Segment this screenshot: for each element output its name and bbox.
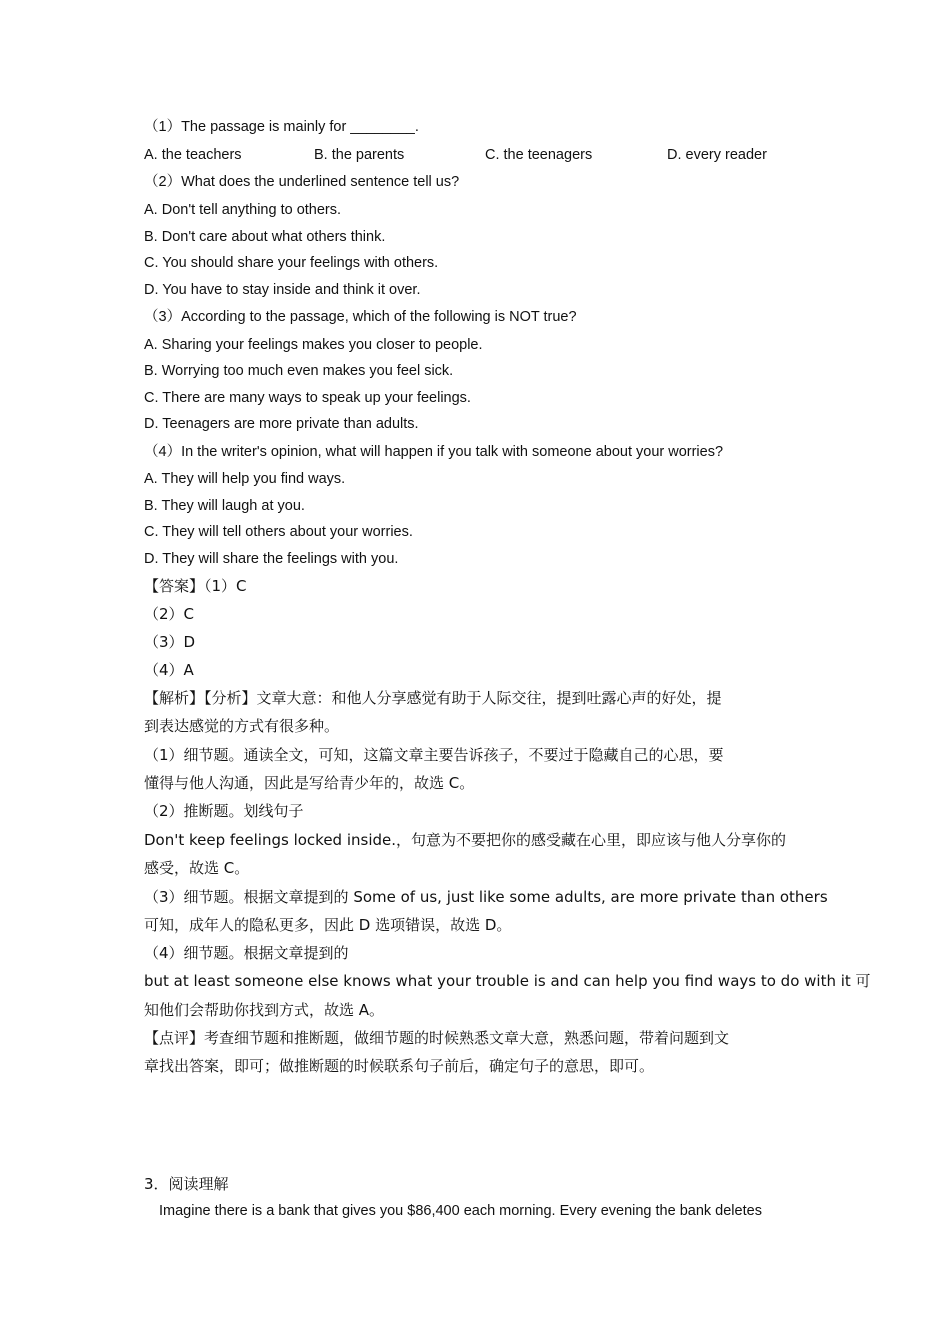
- question-3-option-a: A. Sharing your feelings makes you closer to people.: [144, 337, 483, 353]
- analysis-line: 感受，故选 C。: [144, 859, 250, 877]
- question-2-stem: （2）What does the underlined sentence tell us?: [144, 174, 460, 190]
- question-4-stem: （4）In the writer's opinion, what will happen if you talk with someone about your worries?: [144, 444, 724, 460]
- question-3-option-c: C. There are many ways to speak up your feelings.: [144, 390, 471, 406]
- analysis-line: （2）推断题。划线句子: [144, 802, 304, 820]
- analysis-line: 可知，成年人的隐私更多，因此 D 选项错误，故选 D。: [144, 916, 512, 934]
- answer-4: （4）A: [144, 661, 194, 679]
- answer-heading: 【答案】（1）C: [144, 577, 247, 595]
- section-3-first-line: Imagine there is a bank that gives you $86,400 each morning. Every evening the bank deletes: [159, 1203, 762, 1219]
- question-1-option-b: B. the parents: [314, 147, 405, 163]
- question-1-stem: （1）The passage is mainly for ________.: [144, 119, 419, 135]
- comment-line: 【点评】考查细节题和推断题，做细节题的时候熟悉文章大意，熟悉问题，带着问题到文: [144, 1029, 730, 1047]
- question-3-option-b: B. Worrying too much even makes you feel sick.: [144, 363, 454, 379]
- analysis-line: 到表达感觉的方式有很多种。: [144, 717, 340, 735]
- comment-line: 章找出答案，即可；做推断题的时候联系句子前后，确定句子的意思，即可。: [144, 1057, 655, 1075]
- question-4-option-a: A. They will help you find ways.: [144, 471, 346, 487]
- question-1-option-c: C. the teenagers: [485, 147, 593, 163]
- question-3-stem: （3）According to the passage, which of the following is NOT true?: [144, 309, 577, 325]
- section-3-title: 3．阅读理解: [144, 1175, 229, 1193]
- analysis-line: （4）细节题。根据文章提到的: [144, 944, 349, 962]
- analysis-line: 【解析】【分析】文章大意：和他人分享感觉有助于人际交往，提到吐露心声的好处，提: [144, 689, 722, 707]
- answer-3: （3）D: [144, 633, 196, 651]
- analysis-line: 知他们会帮助你找到方式，故选 A。: [144, 1001, 385, 1019]
- question-3-option-d: D. Teenagers are more private than adults.: [144, 416, 419, 432]
- question-4-option-d: D. They will share the feelings with you.: [144, 551, 399, 567]
- question-1-option-d: D. every reader: [667, 147, 767, 163]
- question-2-option-d: D. You have to stay inside and think it over.: [144, 282, 421, 298]
- analysis-line: （1）细节题。通读全文，可知，这篇文章主要告诉孩子，不要过于隐藏自己的心思，要: [144, 746, 724, 764]
- analysis-line: 懂得与他人沟通，因此是写给青少年的，故选 C。: [144, 774, 475, 792]
- question-2-option-c: C. You should share your feelings with others.: [144, 255, 439, 271]
- question-1-option-a: A. the teachers: [144, 147, 242, 163]
- answer-2: （2）C: [144, 605, 195, 623]
- analysis-line: but at least someone else knows what your trouble is and can help you find ways to do with it 可: [144, 972, 871, 990]
- question-2-option-a: A. Don't tell anything to others.: [144, 202, 342, 218]
- question-4-option-b: B. They will laugh at you.: [144, 498, 305, 514]
- analysis-line: （3）细节题。根据文章提到的 Some of us, just like some adults, are more private than others: [144, 888, 828, 906]
- question-4-option-c: C. They will tell others about your worries.: [144, 524, 413, 540]
- question-2-option-b: B. Don't care about what others think.: [144, 229, 386, 245]
- analysis-line: Don't keep feelings locked inside.，句意为不要把你的感受藏在心里，即应该与他人分享你的: [144, 831, 787, 849]
